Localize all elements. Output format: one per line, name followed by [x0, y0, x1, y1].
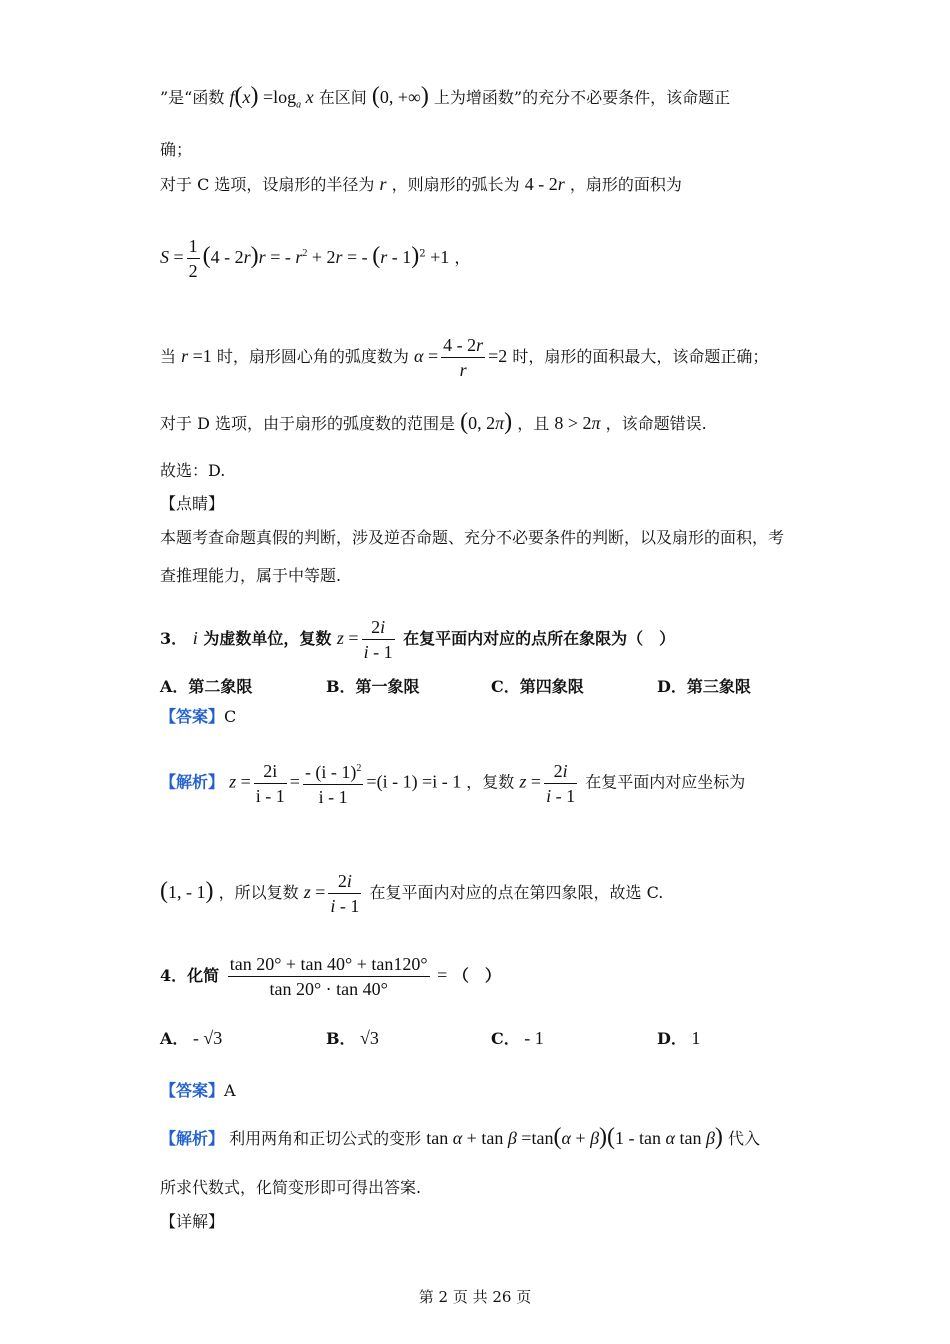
option-label: A． — [160, 1029, 189, 1048]
formula-z-wrap — [336, 617, 398, 662]
paren: ) — [250, 83, 259, 109]
formula-eq: = — [289, 771, 300, 792]
question-4-analysis — [160, 1124, 761, 1150]
paren: ( — [371, 83, 380, 109]
paren: ) — [714, 1124, 723, 1150]
option-label: C． — [491, 1029, 520, 1048]
text-span: ，复数 — [466, 772, 515, 792]
text-span: 代入 — [728, 1129, 761, 1148]
fraction-z: $\frac{2i}{i - 1}$ — [546, 760, 576, 806]
text-span: 时，扇形的面积最大，该命题正确； — [512, 347, 769, 366]
text-span: ，且 — [517, 414, 550, 433]
text-span: 利用两角和正切公式的变形 — [229, 1129, 422, 1148]
formula-i: i — [192, 628, 198, 648]
text-line-2: 确； — [160, 140, 193, 159]
formula-eq: = — [432, 965, 448, 985]
formula-eq: = — [343, 628, 359, 648]
formula-part: +1 — [425, 247, 450, 267]
formula-arc: 4 - 2r — [524, 174, 565, 194]
paren: ) — [250, 243, 259, 269]
paren: ( — [372, 243, 381, 269]
formula-1: 1 — [686, 1028, 701, 1048]
formula-sqrt3: √3 — [355, 1028, 379, 1048]
text-span: 为虚数单位，复数 — [203, 629, 332, 648]
text-span: 在复平面内对应的点所在象限为（ ） — [403, 629, 676, 648]
formula-eq: = — [423, 346, 439, 366]
fraction-z: $\frac{2i}{i - 1}$ — [330, 871, 360, 916]
fraction-alpha: $\frac{4 - 2r}{r}$ — [443, 335, 484, 380]
formula-z: z — [303, 882, 311, 902]
text-span: 上为增函数”的充分不必要条件，该命题正 — [433, 88, 731, 107]
formula-fx: f — [229, 87, 235, 107]
formula-neg-1: - 1 — [519, 1028, 544, 1048]
formula-part: =(i - 1) =i - 1 — [366, 771, 462, 792]
formula-part: 4 - 2r — [210, 247, 251, 267]
formula-part: r - 1 — [380, 247, 412, 267]
formula-eq: = — [169, 247, 184, 267]
text-span: 在复平面内对应的点在第四象限，故选 C. — [369, 883, 664, 902]
formula-tan-sum: tan α + tan β =tan — [426, 1128, 554, 1148]
question-4-analysis-2: 所求代数式，化简变形即可得出答案. — [160, 1178, 422, 1197]
text-line-6 — [160, 409, 707, 435]
formula-ineq: 8 > 2π — [554, 413, 601, 433]
paren: ( — [553, 1124, 562, 1150]
formula-z: z — [336, 628, 344, 648]
fraction-half: $\frac{1}{2}$ — [188, 236, 198, 281]
option-d[interactable] — [657, 1026, 700, 1049]
paren: ( — [460, 409, 469, 435]
text-span: 在区间 — [318, 88, 367, 107]
question-3-analysis — [160, 758, 745, 808]
formula-z: z — [519, 771, 527, 792]
formula-range: 0, 2π — [468, 413, 505, 433]
formula-z: z — [229, 771, 237, 792]
question-4-answer — [160, 1081, 236, 1101]
option-c[interactable]: C．第四象限 — [491, 677, 584, 696]
text-span: ”是“函数 — [160, 88, 225, 107]
question-3-answer — [160, 707, 236, 727]
formula-eq: = — [310, 882, 326, 902]
option-d[interactable]: D．第三象限 — [657, 677, 751, 696]
paren: )( — [599, 1124, 616, 1150]
paren: ) — [420, 83, 429, 109]
text-span: 对于 C 选项，设扇形的半径为 — [160, 175, 375, 194]
section-label-detail: 【详解】 — [160, 1212, 225, 1231]
answer-value: C — [224, 707, 237, 726]
answer-label: 【答案】 — [160, 707, 225, 726]
question-3-analysis-2 — [160, 870, 663, 917]
formula-x: x — [242, 87, 251, 107]
option-a[interactable] — [160, 1026, 222, 1049]
formula-interval: 0, +∞ — [379, 87, 421, 107]
question-number: 3． — [160, 629, 188, 648]
paren: ( — [202, 243, 211, 269]
formula-eq: = — [236, 771, 251, 792]
formula-r-eq-1: r =1 — [181, 346, 212, 366]
paren: ) — [504, 409, 513, 435]
formula-part: α + β — [561, 1128, 600, 1148]
option-b[interactable]: B．第一象限 — [326, 677, 420, 696]
text-span: 当 — [160, 347, 177, 366]
paren: ) — [205, 878, 214, 904]
text-span: 时，扇形圆心角的弧度数为 — [216, 347, 409, 366]
text-line-7: 故选：D. — [160, 461, 226, 480]
text-line-5 — [160, 334, 768, 381]
option-c[interactable] — [491, 1026, 544, 1049]
formula-part: 1 - tan α tan β — [615, 1128, 715, 1148]
formula-exp: 2 — [419, 248, 426, 260]
option-b[interactable] — [326, 1026, 379, 1049]
paren: ( — [160, 878, 168, 904]
text-span: ，所以复数 — [218, 883, 299, 902]
text-line-1 — [160, 83, 731, 116]
text-span: 对于 D 选项，由于扇形的弧度数的范围是 — [160, 414, 456, 433]
formula-part: r = - $r^2 + 2r$ = - — [258, 247, 373, 267]
fraction-z: $\frac{2i}{i - 1}$ — [363, 617, 393, 662]
formula-neg-sqrt3: - √3 — [188, 1028, 223, 1048]
option-label: B． — [326, 1029, 356, 1048]
paren: ) — [411, 243, 420, 269]
fraction-tan: $\frac{\tan 20^\circ + \tan 40^\circ + \tan 120^\circ}{\tan 20^\circ \cdot \tan 40^\circ}$ — [229, 954, 428, 999]
answer-label: 【答案】 — [160, 1081, 225, 1100]
formula-coord: 1, - 1 — [168, 882, 206, 902]
text-span: ，则扇形的弧长为 — [391, 175, 520, 194]
text-line-10: 查推理能力，属于中等题. — [160, 566, 342, 585]
paren: ( — [234, 83, 243, 109]
text-line-9: 本题考查命题真假的判断，涉及逆否命题、充分不必要条件的判断，以及扇形的面积，考 — [160, 528, 785, 547]
formula-eq: = — [526, 771, 542, 792]
answer-value: A — [224, 1081, 236, 1100]
text-span: 在复平面内对应坐标为 — [585, 772, 746, 792]
option-a[interactable]: A．第二象限 — [160, 677, 253, 696]
text-span: （ ） — [452, 966, 501, 985]
fraction-sq: $\frac{- (i - 1)^2}{i - 1}$ — [303, 758, 363, 808]
analysis-label: 【解析】 — [160, 1129, 225, 1148]
text-span: ，扇形的面积为 — [569, 175, 682, 194]
formula-part: =2 — [488, 346, 508, 366]
formula-log: $=\log_a$ x — [258, 87, 314, 111]
option-label: D． — [657, 1029, 687, 1048]
question-4-stem — [160, 953, 501, 1000]
text-span: ，该命题错误. — [605, 414, 707, 433]
page-footer: 第 2 页 共 26 页 — [418, 1288, 532, 1306]
text-line-3 — [160, 174, 682, 195]
formula-area-line — [160, 235, 470, 282]
section-label-dianjing: 【点睛】 — [160, 494, 225, 513]
fraction-2i: $\frac{2i}{i - 1}$ — [255, 760, 285, 806]
formula-r: r — [379, 174, 387, 194]
analysis-label: 【解析】 — [160, 772, 225, 792]
question-number: 4．化简 — [160, 966, 220, 985]
text-span: ， — [454, 248, 471, 267]
formula-alpha: α — [413, 346, 424, 366]
question-3-stem — [160, 616, 675, 663]
formula-S: S — [160, 247, 169, 267]
